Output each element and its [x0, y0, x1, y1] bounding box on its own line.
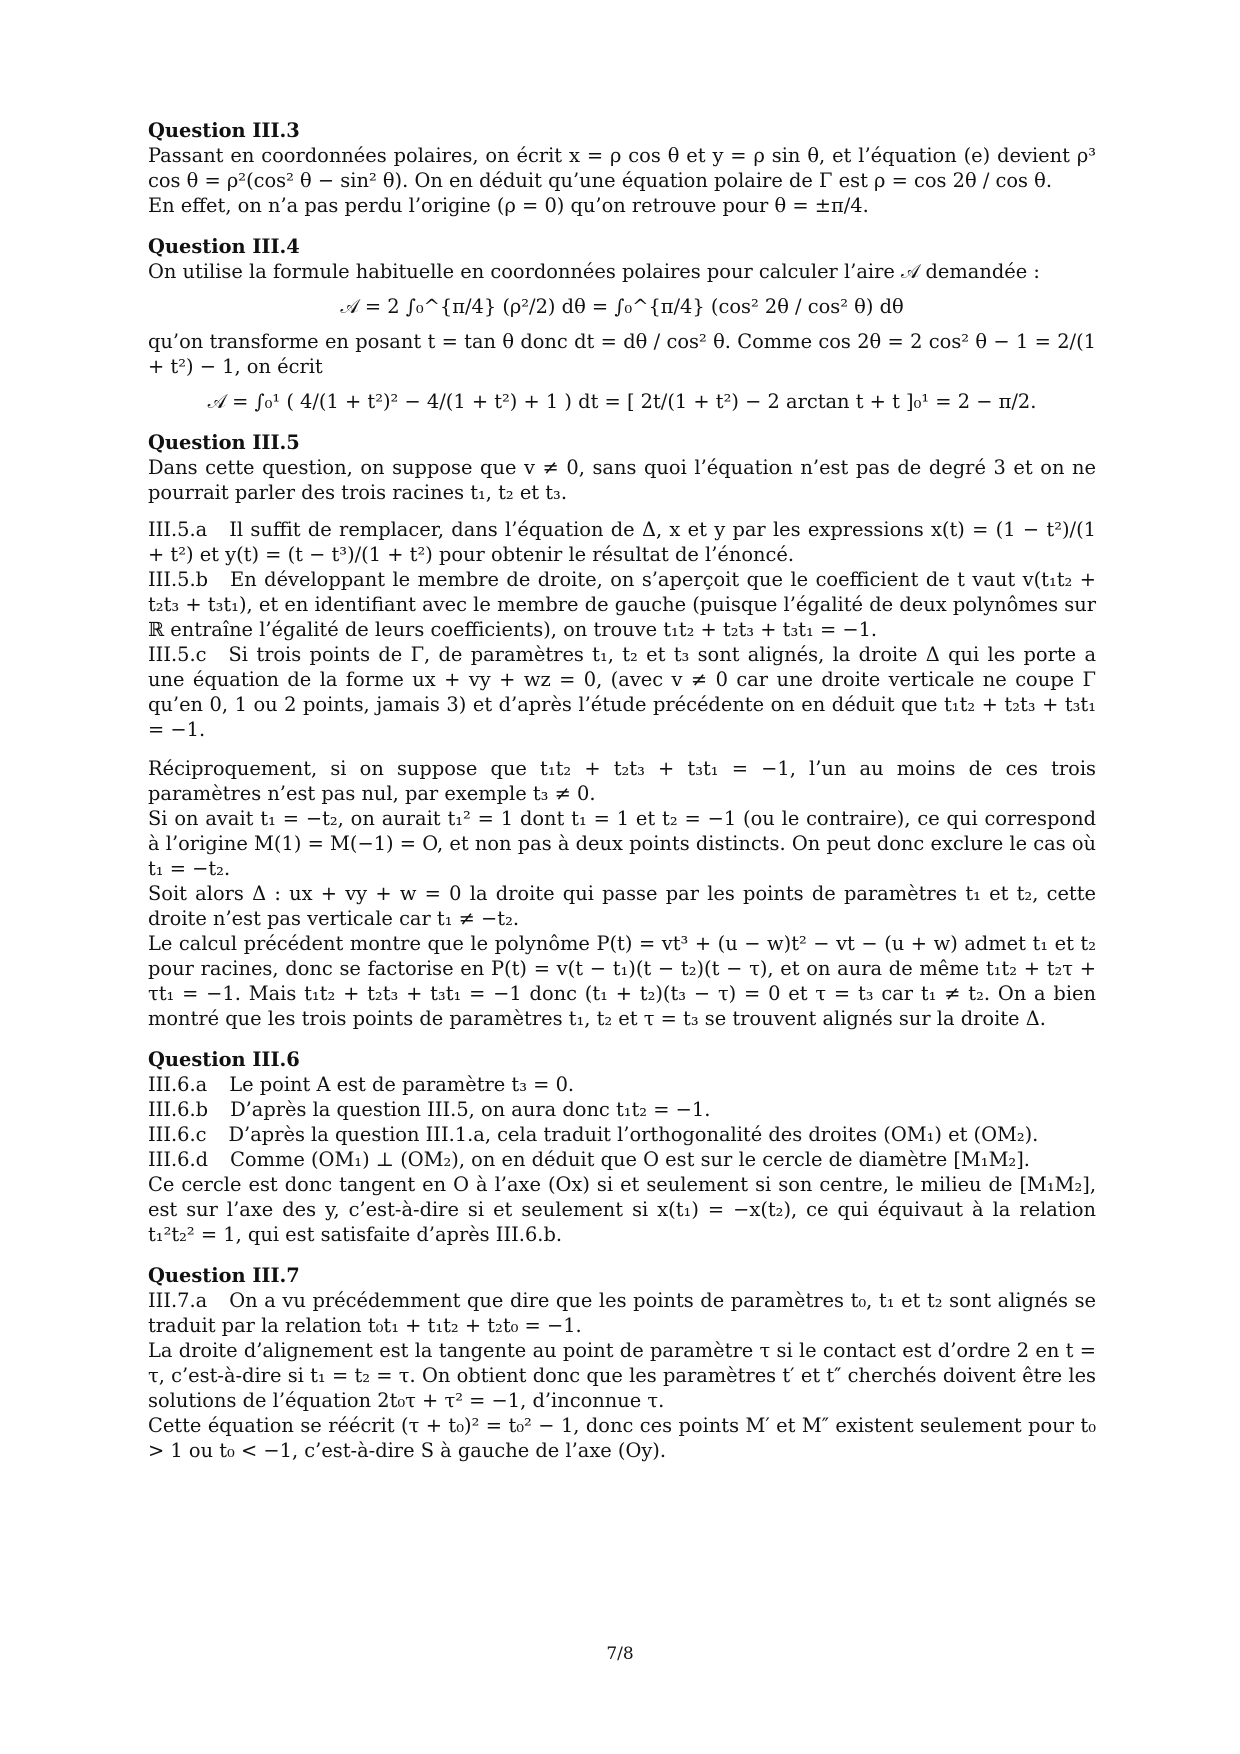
section-heading: Question III.3: [148, 119, 300, 142]
section-heading: Question III.7: [148, 1264, 300, 1287]
section-III-3: [148, 118, 1096, 218]
section-III-7: [148, 1263, 1096, 1463]
subquestion-text: Comme (OM₁) ⊥ (OM₂), on en déduit que O est sur le cercle de diamètre [M₁M₂].: [230, 1148, 1030, 1171]
page-number: 7/8: [606, 1644, 634, 1664]
section-heading: Question III.4: [148, 235, 300, 258]
section-heading: Question III.6: [148, 1048, 300, 1071]
page-body: [148, 118, 1096, 1463]
subquestion-label: III.6.d: [148, 1148, 209, 1171]
subquestion: [148, 1072, 1096, 1097]
subquestion: [148, 1097, 1096, 1122]
section-III-6: [148, 1047, 1096, 1247]
subquestion: [148, 1122, 1096, 1147]
paragraph: Dans cette question, on suppose que v ≠ 0, sans quoi l’équation n’est pas de degré 3 et on ne pourrait parler des trois racines t₁, t₂ et t₃.: [148, 456, 1096, 504]
subquestion: [148, 1288, 1096, 1338]
section-III-4: [148, 234, 1096, 414]
section-heading: Question III.5: [148, 431, 300, 454]
subquestion-text: Si trois points de Γ, de paramètres t₁, t₂ et t₃ sont alignés, la droite Δ qui les porte a une équation de la forme ux + vy + wz = 0, (avec v ≠ 0 car une droite verticale ne coupe Γ qu’en 0, 1 ou 2 points, jamais 3) et d’après l’étude précédente on en déduit que t₁t₂ + t₂t₃ + t₃t₁ = −1.: [148, 643, 1096, 741]
subquestion-label: III.6.b: [148, 1098, 209, 1121]
paragraph: Soit alors Δ : ux + vy + w = 0 la droite qui passe par les points de paramètres t₁ et t₂, cette droite n’est pas verticale car t₁ ≠ −t₂.: [148, 882, 1096, 930]
subquestion-text: D’après la question III.1.a, cela traduit l’orthogonalité des droites (OM₁) et (OM₂).: [228, 1123, 1039, 1146]
paragraph: Le calcul précédent montre que le polynôme P(t) = vt³ + (u − w)t² − vt − (u + w) admet t₁ et t₂ pour racines, donc se factorise en P(t) = v(t − t₁)(t − t₂)(t − τ), et on aura de même t₁t₂ + t₂τ + τt₁ = −1. Mais t₁t₂ + t₂t₃ + t₃t₁ = −1 donc (t₁ + t₂)(t₃ − τ) = 0 et τ = t₃ car t₁ ≠ t₂. On a bien montré que les trois points de paramètres t₁, t₂ et τ = t₃ se trouvent alignés sur la droite Δ.: [148, 932, 1096, 1030]
subquestion-label: III.6.c: [148, 1123, 207, 1146]
paragraph: Réciproquement, si on suppose que t₁t₂ + t₂t₃ + t₃t₁ = −1, l’un au moins de ces trois paramètres n’est pas nul, par exemple t₃ ≠ 0.: [148, 757, 1096, 805]
paragraph: La droite d’alignement est la tangente au point de paramètre τ si le contact est d’ordre 2 en t = τ, c’est-à-dire si t₁ = t₂ = τ. On obtient donc que les paramètres t′ et t″ cherchés doivent être les solutions de l’équation 2t₀τ + τ² = −1, d’inconnue τ.: [148, 1339, 1096, 1412]
subquestion-text: On a vu précédemment que dire que les points de paramètres t₀, t₁ et t₂ sont alignés se traduit par la relation t₀t₁ + t₁t₂ + t₂t₀ = −1.: [148, 1289, 1096, 1337]
paragraph: Ce cercle est donc tangent en O à l’axe (Ox) si et seulement si son centre, le milieu de [M₁M₂], est sur l’axe des y, c’est-à-dire si et seulement si x(t₁) = −x(t₂), ce qui équivaut à la relation t₁²t₂² = 1, qui est satisfaite d’après III.6.b.: [148, 1173, 1096, 1246]
subquestion-label: III.6.a: [148, 1073, 208, 1096]
subquestion-label: III.5.a: [148, 518, 208, 541]
paragraph: Passant en coordonnées polaires, on écrit x = ρ cos θ et y = ρ sin θ, et l’équation (e) devient ρ³ cos θ = ρ²(cos² θ − sin² θ). On en déduit qu’une équation polaire de Γ est ρ = cos 2θ / cos θ.: [148, 144, 1096, 192]
paragraph: En effet, on n’a pas perdu l’origine (ρ = 0) qu’on retrouve pour θ = ±π/4.: [148, 194, 869, 217]
subquestion-text: Le point A est de paramètre t₃ = 0.: [229, 1073, 575, 1096]
subquestion: [148, 517, 1096, 567]
display-equation: 𝒜 = 2 ∫₀^{π/4} (ρ²/2) dθ = ∫₀^{π/4} (cos² 2θ / cos² θ) dθ: [340, 295, 904, 318]
subquestion-text: D’après la question III.5, on aura donc t₁t₂ = −1.: [230, 1098, 711, 1121]
section-III-5: [148, 430, 1096, 1031]
subquestion-text: Il suffit de remplacer, dans l’équation de Δ, x et y par les expressions x(t) = (1 − t²)/(1 + t²) et y(t) = (t − t³)/(1 + t²) pour obtenir le résultat de l’énoncé.: [148, 518, 1096, 566]
paragraph: Si on avait t₁ = −t₂, on aurait t₁² = 1 dont t₁ = 1 et t₂ = −1 (ou le contraire), ce qui correspond à l’origine M(1) = M(−1) = O, et non pas à deux points distincts. On peut donc exclure le cas où t₁ = −t₂.: [148, 807, 1096, 880]
paragraph: On utilise la formule habituelle en coordonnées polaires pour calculer l’aire 𝒜 demandée :: [148, 260, 1040, 283]
subquestion: [148, 567, 1096, 642]
subquestion: [148, 1147, 1096, 1172]
subquestion-label: III.7.a: [148, 1289, 208, 1312]
subquestion: [148, 642, 1096, 742]
subquestion-text: En développant le membre de droite, on s’aperçoit que le coefficient de t vaut v(t₁t₂ + t₂t₃ + t₃t₁), et en identifiant avec le membre de gauche (puisque l’égalité de deux polynômes sur ℝ entraîne l’égalité de leurs coefficients), on trouve t₁t₂ + t₂t₃ + t₃t₁ = −1.: [148, 568, 1096, 641]
paragraph: Cette équation se réécrit (τ + t₀)² = t₀² − 1, donc ces points M′ et M″ existent seulement pour t₀ > 1 ou t₀ < −1, c’est-à-dire S à gauche de l’axe (Oy).: [148, 1414, 1096, 1462]
display-equation: 𝒜 = ∫₀¹ ( 4/(1 + t²)² − 4/(1 + t²) + 1 ) dt = [ 2t/(1 + t²) − 2 arctan t + t ]₀¹ = 2 − π/2.: [207, 390, 1037, 413]
paragraph: qu’on transforme en posant t = tan θ donc dt = dθ / cos² θ. Comme cos 2θ = 2 cos² θ − 1 = 2/(1 + t²) − 1, on écrit: [148, 330, 1096, 378]
subquestion-label: III.5.c: [148, 643, 207, 666]
subquestion-label: III.5.b: [148, 568, 209, 591]
